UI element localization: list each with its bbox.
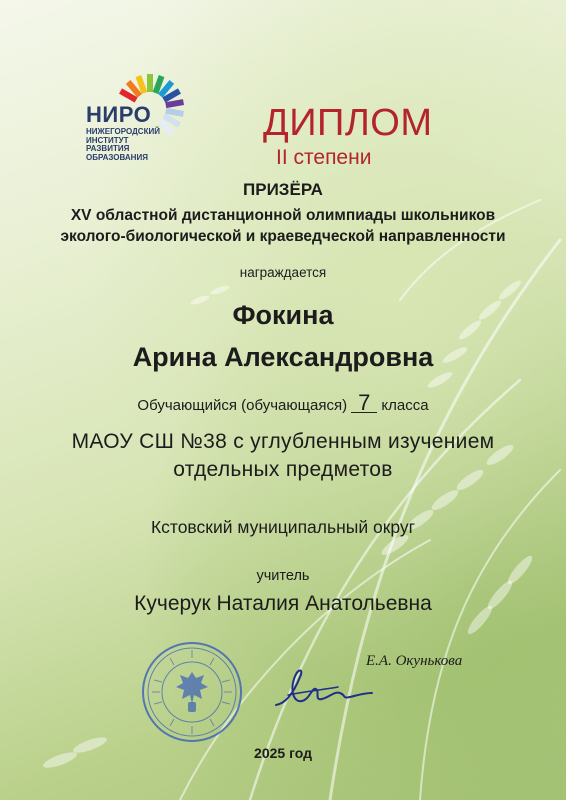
logo-subtitle-line: РАЗВИТИЯ bbox=[86, 144, 130, 153]
logo-subtitle-line: НИЖЕГОРОДСКИЙ bbox=[86, 127, 160, 136]
award-type: ПРИЗЁРА bbox=[243, 180, 323, 199]
grade-prefix: Обучающийся (обучающаяся) bbox=[137, 397, 348, 414]
diploma-title: ДИПЛОМ bbox=[263, 102, 433, 144]
school-line-2: отдельных предметов bbox=[173, 458, 393, 481]
grade-number: 7 bbox=[351, 394, 377, 413]
awarded-label: награждается bbox=[239, 265, 327, 280]
logo-subtitle-line: ИНСТИТУТ bbox=[86, 135, 129, 145]
logo-subtitle bbox=[86, 128, 160, 162]
official-seal-icon bbox=[140, 640, 244, 744]
event-line-2: эколого-биологической и краеведческой направленности bbox=[60, 228, 506, 245]
school-line-1: МАОУ СШ №38 с углубленным изучением bbox=[71, 430, 495, 453]
district: Кстовский муниципальный округ bbox=[150, 517, 416, 537]
teacher-label: учитель bbox=[256, 568, 310, 584]
grade-row bbox=[0, 390, 566, 415]
signer-name: Е.А. Окунькова bbox=[366, 653, 463, 669]
recipient-given-names: Арина Александровна bbox=[132, 342, 434, 372]
grade-suffix: класса bbox=[381, 397, 429, 414]
logo-subtitle-line: ОБРАЗОВАНИЯ bbox=[86, 152, 148, 162]
recipient-surname: Фокина bbox=[232, 300, 334, 330]
issue-year: 2025 год bbox=[254, 745, 312, 761]
diploma-degree: II степени bbox=[276, 146, 372, 169]
handwritten-signature-icon bbox=[268, 665, 378, 715]
teacher-name: Кучерук Наталия Анатольевна bbox=[134, 592, 432, 615]
logo-title: НИРО bbox=[86, 102, 152, 127]
event-line-1: XV областной дистанционной олимпиады школьников bbox=[70, 207, 496, 224]
